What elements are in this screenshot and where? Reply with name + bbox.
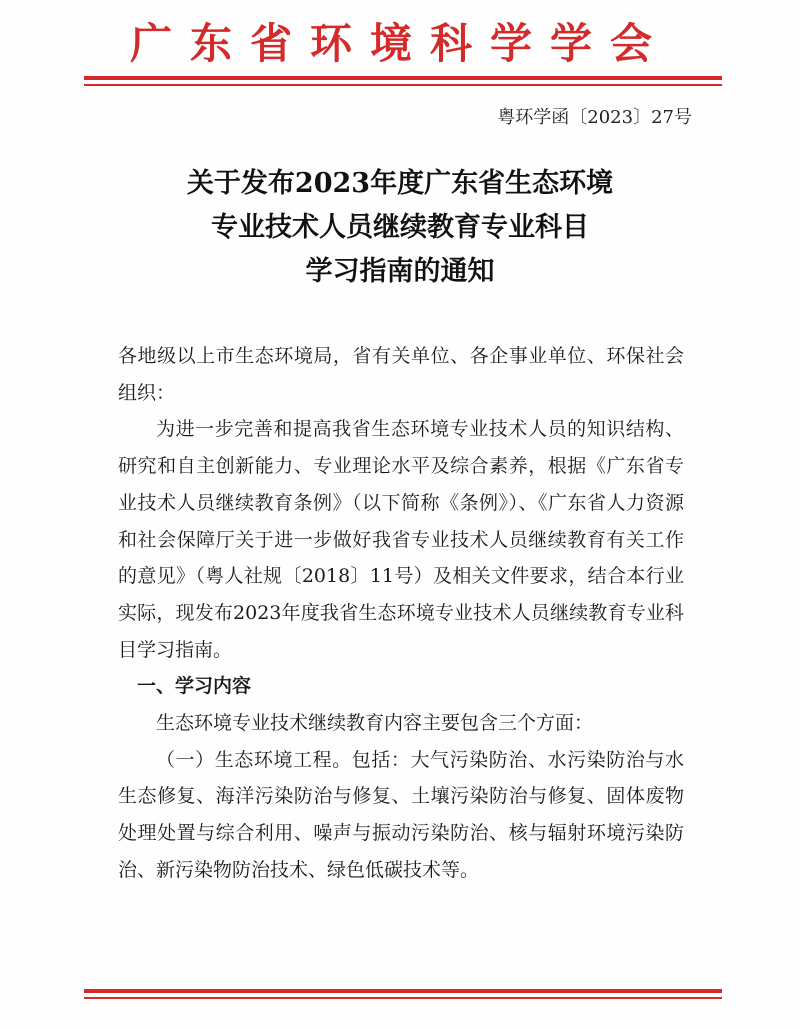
masthead-org-name: 广东省环境科学学会 [129, 19, 670, 68]
item-1-text: 包括：大气污染防治、水污染防治与水生态修复、海洋污染防治与修复、土壤污染防治与修复、固体废物处理处置与综合利用、噪声与振动污染防治、核与辐射环境污染防治、新污染物防治技术、绿色低碳技术等。 [118, 748, 684, 881]
masthead-rule-thick [84, 76, 722, 80]
document-number: 粤环学函〔2023〕27号 [497, 107, 692, 128]
title-line-2: 专业技术人员继续教育专业科目 [211, 212, 589, 243]
paragraph-1: 为进一步完善和提高我省生态环境专业技术人员的知识结构、研究和自主创新能力、专业理论水平及综合素养，根据《广东省专业技术人员继续教育条例》（以下简称《条例》）、《广东省人力资源和社会保障厅关于进一步做好我省专业技术人员继续教育有关工作的意见》（粤人社规〔2018〕11号）及相关文件要求，结合本行业实际，现发布2023年度我省生态环境专业技术人员继续教育专业科目学习指南。 [118, 418, 684, 661]
masthead-rule-thin [84, 84, 722, 86]
footer-rule-thin [84, 997, 722, 999]
footer-rule-thick [84, 989, 722, 993]
document-title [0, 162, 800, 294]
item-1 [118, 742, 684, 889]
section-1-heading: 一、学习内容 [137, 675, 252, 698]
document-body [118, 338, 684, 889]
section-1-intro: 生态环境专业技术继续教育内容主要包含三个方面： [156, 712, 594, 735]
title-line-1: 关于发布2023年度广东省生态环境 [186, 168, 614, 199]
item-1-title: （一）生态环境工程。 [156, 748, 352, 771]
salutation: 各地级以上市生态环境局，省有关单位、各企事业单位、环保社会组织： [118, 345, 684, 404]
title-line-3: 学习指南的通知 [305, 256, 495, 287]
